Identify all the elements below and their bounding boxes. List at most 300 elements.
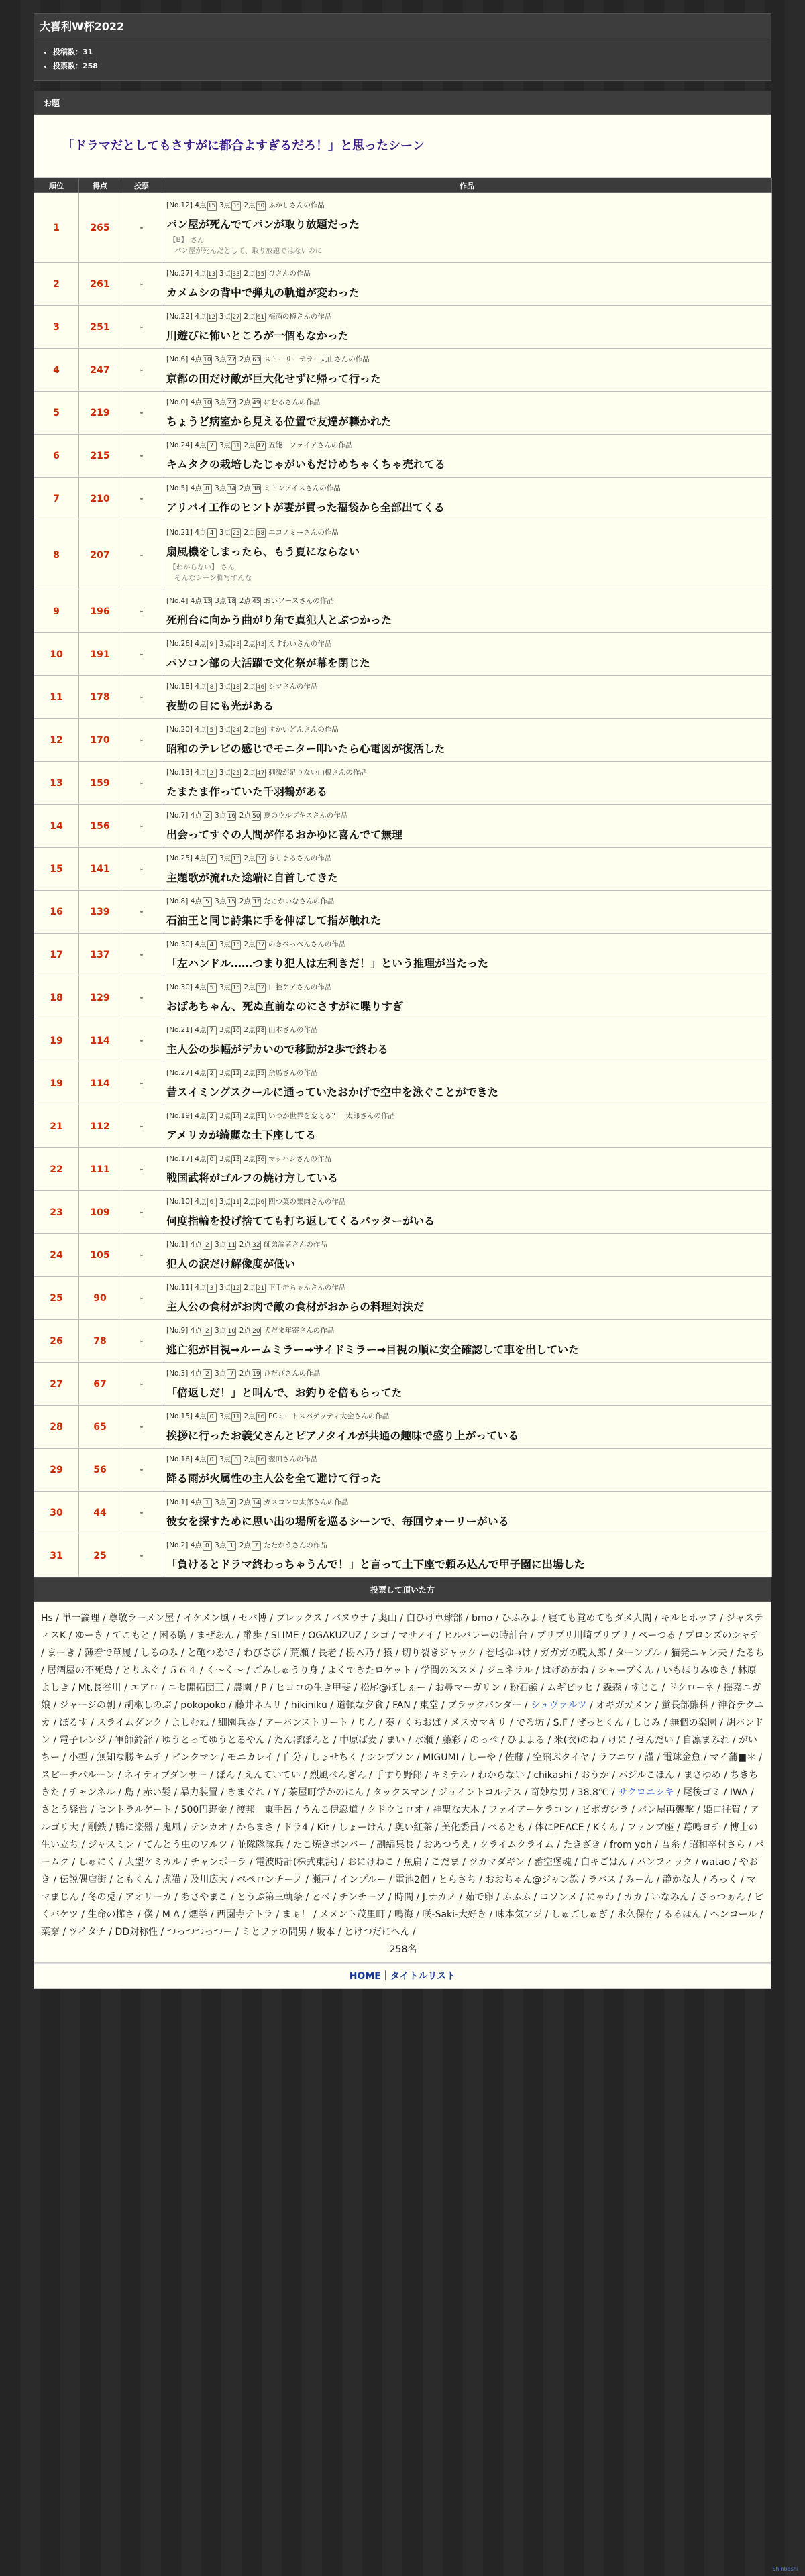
work-title: 何度指輪を投げ捨てても打ち返してくるバッターがいる — [166, 1215, 435, 1227]
results-table — [34, 178, 772, 1577]
three-point-count: 31 — [232, 443, 240, 449]
two-point-count: 32 — [252, 1242, 260, 1249]
four-point-count: 2 — [203, 1241, 212, 1250]
three-point-count: 33 — [232, 271, 240, 278]
vote-cell[interactable]: - — [121, 719, 162, 762]
points-cell: 210 — [79, 478, 121, 520]
points-cell: 105 — [79, 1234, 121, 1277]
work-meta: [No.24] 4点 7 3点 31 2点 47 五能 ファイアさんの作品 — [166, 441, 353, 449]
work-meta: [No.17] 4点 0 3点 13 2点 36 マッハシさんの作品 — [166, 1155, 332, 1163]
rank-cell: 19 — [34, 1019, 79, 1062]
points-cell: 112 — [79, 1105, 121, 1148]
work-meta: [No.7] 4点 2 3点 16 2点 50 夏のウルブキスさんの作品 — [166, 811, 348, 820]
four-point-count: 0 — [207, 1155, 217, 1164]
three-point-count: 13 — [232, 856, 240, 862]
vote-cell[interactable]: - — [121, 590, 162, 633]
author: ひだびさんの作品 — [264, 1369, 321, 1378]
work-meta: [No.22] 4点 12 3点 27 2点 61 梅酒の樽さんの作品 — [166, 313, 332, 321]
vote-cell[interactable]: - — [121, 193, 162, 263]
work-meta: [No.21] 4点 7 3点 10 2点 28 山本さんの作品 — [166, 1026, 318, 1034]
footer-separator: ｜ — [380, 1971, 390, 1982]
work-meta: [No.5] 4点 8 3点 34 2点 38 ミトンアイスさんの作品 — [166, 484, 341, 492]
rank-cell: 13 — [34, 762, 79, 805]
work-title: 犯人の涙だけ解像度が低い — [166, 1257, 296, 1270]
three-point-count: 12 — [232, 1070, 240, 1077]
vote-cell[interactable]: - — [121, 1234, 162, 1277]
work-title: 京都の田だけ敵が巨大化せずに帰って行った — [166, 372, 382, 385]
work-title: 「負けるとドラマ終わっちゃうんで！」と言って土下座で頼み込んで甲子園に出場した — [166, 1558, 585, 1571]
three-point-count: 25 — [232, 770, 240, 777]
four-point-count: 5 — [203, 897, 212, 907]
work-cell — [162, 848, 772, 891]
author: 梅酒の樽さんの作品 — [268, 313, 332, 321]
entry-number: [No.11] — [166, 1284, 193, 1292]
author: おいソースさんの作品 — [264, 597, 334, 605]
four-point-count: 8 — [207, 683, 217, 692]
work-title: 主題歌が流れた途端に自首してきた — [166, 871, 339, 884]
four-point-count: 2 — [203, 811, 212, 821]
two-point-count: 14 — [252, 1500, 260, 1506]
rank-cell: 30 — [34, 1492, 79, 1534]
vote-cell[interactable]: - — [121, 976, 162, 1019]
rank-cell: 28 — [34, 1406, 79, 1449]
two-point-count: 46 — [256, 684, 265, 691]
work-title: キムタクの栽培したじゃがいもだけめちゃくちゃ売れてる — [166, 458, 445, 471]
four-point-count: 5 — [207, 726, 217, 735]
entries-count: • 投稿数：31 — [53, 45, 771, 59]
table-row — [34, 891, 772, 934]
work-title: 降る雨が火属性の主人公を全て避けて行った — [166, 1472, 382, 1485]
rank-cell: 31 — [34, 1534, 79, 1577]
points-cell: 261 — [79, 263, 121, 306]
four-point-count: 10 — [203, 400, 211, 406]
author: ストーリーテラー丸山さんの作品 — [264, 355, 370, 363]
vote-cell[interactable]: - — [121, 1449, 162, 1492]
vote-cell[interactable]: - — [121, 435, 162, 478]
table-row — [34, 263, 772, 306]
two-point-count: 50 — [256, 202, 265, 209]
vote-cell[interactable]: - — [121, 520, 162, 590]
author: 余馬さんの作品 — [268, 1069, 318, 1077]
entry-number: [No.19] — [166, 1112, 193, 1120]
entry-number: [No.0] — [166, 398, 189, 406]
points-cell: 265 — [79, 193, 121, 263]
four-point-count: 2 — [207, 1112, 217, 1121]
work-meta: [No.19] 4点 2 3点 14 2点 31 いつか世界を変える？一太郎さんの作品 — [166, 1112, 395, 1120]
rank-cell: 12 — [34, 719, 79, 762]
work-meta: [No.21] 4点 4 3点 25 2点 58 エコノミーさんの作品 — [166, 528, 339, 537]
entry-number: [No.22] — [166, 313, 193, 321]
rank-cell: 22 — [34, 1148, 79, 1191]
vote-cell[interactable]: - — [121, 848, 162, 891]
vote-cell[interactable]: - — [121, 1019, 162, 1062]
vote-cell[interactable]: - — [121, 1062, 162, 1105]
work-cell — [162, 193, 772, 263]
voters-header: 投票して頂いた方 — [34, 1577, 771, 1602]
four-point-count: 13 — [207, 271, 216, 278]
work-title: 「倍返しだ！」と叫んで、お釣りを倍もらってた — [166, 1386, 402, 1399]
author: エコノミーさんの作品 — [268, 528, 339, 537]
entry-number: [No.20] — [166, 726, 193, 734]
entry-number: [No.2] — [166, 1541, 189, 1549]
rank-cell: 10 — [34, 633, 79, 676]
rank-cell: 17 — [34, 934, 79, 976]
four-point-count: 13 — [203, 598, 211, 605]
four-point-count: 4 — [207, 528, 217, 538]
work-cell — [162, 1534, 772, 1577]
two-point-count: 16 — [256, 1414, 265, 1420]
four-point-count: 7 — [207, 854, 217, 864]
voter-link-1[interactable]: シュヴァルツ — [531, 1700, 587, 1711]
work-title: 昭和のテレビの感じでモニター叩いたら心電図が復活した — [166, 742, 445, 755]
two-point-count: 45 — [252, 598, 260, 605]
votes-count: • 投票数：258 — [53, 59, 771, 73]
table-row — [34, 590, 772, 633]
entry-number: [No.27] — [166, 270, 193, 278]
rank-cell: 5 — [34, 392, 79, 435]
vote-cell[interactable]: - — [121, 306, 162, 349]
author: ミトンアイスさんの作品 — [264, 484, 341, 492]
four-point-count: 0 — [207, 1455, 217, 1465]
work-meta: [No.8] 4点 5 3点 15 2点 37 たこかいなさんの作品 — [166, 897, 335, 905]
four-point-count: 7 — [207, 441, 217, 451]
work-cell — [162, 520, 772, 590]
two-point-count: 37 — [252, 899, 260, 905]
entry-number: [No.24] — [166, 441, 193, 449]
table-row — [34, 1277, 772, 1320]
points-cell: 129 — [79, 976, 121, 1019]
author: マッハシさんの作品 — [268, 1155, 332, 1163]
author: にむるさんの作品 — [264, 398, 321, 406]
work-cell — [162, 590, 772, 633]
vote-cell[interactable]: - — [121, 392, 162, 435]
author: きりまるさんの作品 — [268, 854, 332, 862]
vote-cell[interactable]: - — [121, 1534, 162, 1577]
work-cell — [162, 1105, 772, 1148]
three-point-count: 16 — [227, 813, 236, 820]
four-point-count: 12 — [207, 314, 216, 321]
work-cell — [162, 1449, 772, 1492]
two-point-count: 32 — [256, 985, 265, 991]
author: 夏のウルブキスさんの作品 — [264, 811, 348, 820]
points-cell: 90 — [79, 1277, 121, 1320]
author: えすわいさんの作品 — [268, 640, 332, 648]
four-point-count: 5 — [207, 983, 217, 993]
three-point-count: 10 — [227, 1328, 236, 1335]
three-point-count: 15 — [227, 899, 236, 905]
author: たたかうさんの作品 — [264, 1541, 327, 1549]
entry-number: [No.17] — [166, 1155, 193, 1163]
three-point-count: 27 — [227, 357, 236, 363]
vote-cell[interactable]: - — [121, 1320, 162, 1363]
rank-cell: 2 — [34, 263, 79, 306]
two-point-count: 63 — [252, 357, 260, 363]
author: いつか世界を変える？一太郎さんの作品 — [268, 1112, 395, 1120]
points-cell: 139 — [79, 891, 121, 934]
work-cell — [162, 435, 772, 478]
vote-cell[interactable]: - — [121, 263, 162, 306]
entry-number: [No.7] — [166, 811, 189, 820]
vote-cell[interactable]: - — [121, 478, 162, 520]
table-row — [34, 1492, 772, 1534]
table-row — [34, 762, 772, 805]
table-row — [34, 520, 772, 590]
work-cell — [162, 1277, 772, 1320]
vote-cell[interactable]: - — [121, 1105, 162, 1148]
table-row — [34, 1363, 772, 1406]
work-meta: [No.3] 4点 2 3点 7 2点 19 ひだびさんの作品 — [166, 1369, 321, 1378]
rank-cell: 1 — [34, 193, 79, 263]
rank-cell: 26 — [34, 1320, 79, 1363]
vote-cell[interactable]: - — [121, 1148, 162, 1191]
entry-number: [No.4] — [166, 597, 189, 605]
col-points: 得点 — [79, 178, 121, 193]
vote-cell[interactable]: - — [121, 1492, 162, 1534]
vote-cell[interactable]: - — [121, 762, 162, 805]
two-point-count: 39 — [256, 727, 265, 734]
work-cell — [162, 1191, 772, 1234]
author: すかいどんさんの作品 — [268, 726, 339, 734]
entry-number: [No.21] — [166, 1026, 193, 1034]
work-title: 死刑台に向かう曲がり角で真犯人とぶつかった — [166, 614, 392, 626]
points-cell: 78 — [79, 1320, 121, 1363]
work-title: 「左ハンドル……つまり犯人は左利きだ！」という推理が当たった — [166, 957, 489, 970]
col-work: 作品 — [162, 178, 772, 193]
three-point-count: 11 — [232, 1414, 240, 1420]
points-cell: 67 — [79, 1363, 121, 1406]
table-row — [34, 1019, 772, 1062]
author: 下手缶ちゃんさんの作品 — [268, 1284, 346, 1292]
work-cell — [162, 934, 772, 976]
rank-cell: 19 — [34, 1062, 79, 1105]
points-cell: 215 — [79, 435, 121, 478]
author: シツさんの作品 — [268, 683, 318, 691]
two-point-count: 49 — [252, 400, 260, 406]
points-cell: 109 — [79, 1191, 121, 1234]
work-meta: [No.27] 4点 2 3点 12 2点 35 余馬さんの作品 — [166, 1069, 318, 1077]
work-title: 戦国武将がゴルフの焼け方している — [166, 1172, 339, 1184]
table-row — [34, 1105, 772, 1148]
entry-number: [No.15] — [166, 1412, 193, 1420]
comment-text: パン屋が死んだとして、取り放題ではないのに — [174, 246, 323, 255]
three-point-count: 12 — [232, 1285, 240, 1292]
two-point-count: 7 — [252, 1541, 261, 1551]
rank-cell: 4 — [34, 349, 79, 392]
background-logo: Shinbashi — [772, 2566, 798, 2572]
table-row — [34, 193, 772, 263]
work-cell — [162, 1320, 772, 1363]
work-meta: [No.26] 4点 9 3点 23 2点 43 えすわいさんの作品 — [166, 640, 332, 648]
rank-cell: 21 — [34, 1105, 79, 1148]
two-point-count: 47 — [256, 770, 265, 777]
comment-text: そんなシーン脚写すんな — [174, 573, 252, 582]
table-row — [34, 805, 772, 848]
work-cell — [162, 1234, 772, 1277]
work-cell — [162, 891, 772, 934]
two-point-count: 26 — [256, 1199, 265, 1206]
points-cell: 159 — [79, 762, 121, 805]
table-row — [34, 676, 772, 719]
three-point-count: 7 — [227, 1369, 236, 1379]
entry-number: [No.30] — [166, 940, 193, 948]
vote-cell[interactable]: - — [121, 891, 162, 934]
author: 翌田さんの作品 — [268, 1455, 318, 1463]
table-row — [34, 1234, 772, 1277]
work-cell — [162, 976, 772, 1019]
points-cell: 25 — [79, 1534, 121, 1577]
work-cell — [162, 1019, 772, 1062]
entry-number: [No.13] — [166, 769, 193, 777]
two-point-count: 21 — [256, 1285, 265, 1292]
author: 四つ葉の果肉さんの作品 — [268, 1198, 346, 1206]
work-meta: [No.11] 4点 3 3点 12 2点 21 下手缶ちゃんさんの作品 — [166, 1284, 346, 1292]
author: ふかしさんの作品 — [268, 201, 325, 209]
rank-cell: 8 — [34, 520, 79, 590]
work-meta: [No.27] 4点 13 3点 33 2点 55 ひさんの作品 — [166, 270, 311, 278]
odai-theme: 「ドラマだとしてもさすがに都合よすぎるだろ！」と思ったシーン — [34, 115, 771, 178]
rank-cell: 23 — [34, 1191, 79, 1234]
rank-cell: 6 — [34, 435, 79, 478]
three-point-count: 11 — [232, 1199, 240, 1206]
two-point-count: 16 — [256, 1457, 265, 1463]
two-point-count: 58 — [256, 529, 265, 537]
work-title: パン屋が死んでてパンが取り放題だった — [166, 217, 360, 231]
three-point-count: 15 — [232, 942, 240, 948]
work-cell — [162, 349, 772, 392]
home-link[interactable]: HOME — [349, 1971, 381, 1982]
work-cell — [162, 1406, 772, 1449]
vote-cell[interactable]: - — [121, 1277, 162, 1320]
vote-cell[interactable]: - — [121, 1363, 162, 1406]
work-cell — [162, 306, 772, 349]
rank-cell: 16 — [34, 891, 79, 934]
two-point-count: 35 — [256, 1070, 265, 1077]
work-title: 主人公の歩幅がデカいので移動が2歩で終わる — [166, 1043, 388, 1056]
vote-cell[interactable]: - — [121, 1406, 162, 1449]
three-point-count: 23 — [232, 641, 240, 648]
three-point-count: 14 — [232, 1113, 240, 1120]
points-cell: 65 — [79, 1406, 121, 1449]
four-point-count: 6 — [207, 1198, 217, 1207]
work-cell — [162, 1062, 772, 1105]
page-container — [34, 13, 771, 1989]
points-cell: 137 — [79, 934, 121, 976]
work-cell — [162, 1148, 772, 1191]
four-point-count: 9 — [207, 640, 217, 649]
table-row — [34, 306, 772, 349]
points-cell: 207 — [79, 520, 121, 590]
comment — [166, 562, 767, 583]
points-cell: 247 — [79, 349, 121, 392]
work-title: ちょうど病室から見える位置で友達が轢かれた — [166, 415, 392, 428]
table-row — [34, 1148, 772, 1191]
three-point-count: 11 — [227, 1242, 236, 1249]
four-point-count: 10 — [203, 357, 211, 363]
work-cell — [162, 1492, 772, 1534]
rank-cell: 15 — [34, 848, 79, 891]
author: ガスコンロ太郎さんの作品 — [264, 1498, 349, 1506]
work-title: 昔スイミングスクールに通っていたおかげで空中を泳ぐことができた — [166, 1086, 498, 1099]
two-point-count: 50 — [252, 813, 260, 820]
table-body — [34, 193, 772, 1577]
two-point-count: 37 — [256, 942, 265, 948]
voters-count: 258名 — [389, 1944, 417, 1955]
table-row — [34, 349, 772, 392]
points-cell: 141 — [79, 848, 121, 891]
three-point-count: 18 — [227, 598, 236, 605]
work-meta: [No.1] 4点 2 3点 11 2点 32 師弟論者さんの作品 — [166, 1241, 327, 1249]
entry-number: [No.3] — [166, 1369, 189, 1378]
odai-header: お題 — [34, 91, 771, 115]
work-meta: [No.9] 4点 2 3点 10 2点 20 犬だま年寄さんの作品 — [166, 1327, 335, 1335]
points-cell: 114 — [79, 1019, 121, 1062]
three-point-count: 4 — [227, 1498, 236, 1508]
two-point-count: 47 — [256, 443, 265, 449]
four-point-count: 0 — [203, 1541, 212, 1551]
vote-cell[interactable]: - — [121, 676, 162, 719]
four-point-count: 15 — [207, 202, 216, 209]
points-cell: 170 — [79, 719, 121, 762]
points-cell: 219 — [79, 392, 121, 435]
work-meta: [No.30] 4点 4 3点 15 2点 37 のきべっぺんさんの作品 — [166, 940, 346, 948]
three-point-count: 1 — [227, 1541, 236, 1551]
four-point-count: 4 — [207, 940, 217, 950]
vote-cell[interactable]: - — [121, 349, 162, 392]
two-point-count: 20 — [252, 1328, 260, 1335]
work-title: カメムシの背中で弾丸の軌道が変わった — [166, 286, 360, 299]
two-point-count: 61 — [256, 314, 265, 321]
comment-author: 【B】 さん — [169, 235, 205, 244]
author: 五能 ファイアさんの作品 — [268, 441, 353, 449]
author: 犬だま年寄さんの作品 — [264, 1327, 335, 1335]
table-row — [34, 435, 772, 478]
voters-text-3: / 尾後ゴミ / IWA / さとう経営 / セントラルゲート / 500円野金 / 渡邦 東手呂 / うんこ伊忍道 / クドウヒロオ / 神聖な大木 / ファイアーケラコン / ピポガシラ / パン屋再襲撃 / 姫口往賀 / アルゴリ大 / 剛鉄 / 鴨に楽器 / 鬼風 / テンカオ / からまさ / ドラ4 / Kit / しょーけん / 奥い紅茶 / 美化委員 / べるとも / 体にPEACE / Kくん / ファンブ座 / 苺鳴ヨチ / 博士の生い立ち / ジャスミン / てんとう虫のワルツ / 並隊隊隊兵 / たこ焼きボンバー / 副編集長 / おあつうえ / クライムクライム / たきざき / from yoh / 吾糸 / 昭和卒村さら / パームク / しゅにく / 大型ケミカル / チャンポーラ / 電波時計(株式東浜) / おにけねこ / 魚扁 / こだま / ツカマダギン / 蓄空堡魂 / 白キごはん / パンフィック / watao / やおき / 伝説偶店街 / ともくん / 虎猫 / 及川広大 / ペペロンチーノ / 瀬戸 / インプルー / 電池2個 / とらさち / おおちゃん@ジャン鉄 / ラバス / みーん / 静かな人 / ろっく / ママまじん / 冬の兎 / アオリーカ / あさやまこ / とうぶ第三軌条 / とべ / チンチーソ / 時間 / J.ナカノ / 茹で卵 / ふふふ / コソンメ / にゃわ / カカ / いなみん / さっつぁん / ピくバケツ / 生命の樺さ / 僕 / M A / 煙挙 / 西園寺テトラ / まぁ！ / メメント茂里町 / 鳴海 / 咲-Saki-大好き / 味本気アジ / しゅごしゅぎ / 永久保存 / るるほん / ヘンコール / 菜奈 / ツイタチ / DD対称性 / つっつつっつー / ミとファの間男 / 坂本 / とけつだにへん / — [41, 1787, 764, 1938]
vote-cell[interactable]: - — [121, 934, 162, 976]
work-cell — [162, 263, 772, 306]
entry-number: [No.26] — [166, 640, 193, 648]
vote-cell[interactable]: - — [121, 633, 162, 676]
author: 師弟論者さんの作品 — [264, 1241, 327, 1249]
three-point-count: 18 — [232, 684, 240, 691]
work-title: たまたま作っていた千羽鶴がある — [166, 785, 328, 798]
work-title: 出会ってすぐの人間が作るおかゆに喜んでて無理 — [166, 828, 403, 841]
entry-number: [No.21] — [166, 528, 193, 537]
four-point-count: 2 — [203, 1327, 212, 1336]
three-point-count: 35 — [232, 202, 240, 209]
entry-number: [No.9] — [166, 1327, 189, 1335]
col-vote: 投票 — [121, 178, 162, 193]
rank-cell: 25 — [34, 1277, 79, 1320]
work-cell — [162, 1363, 772, 1406]
rank-cell: 7 — [34, 478, 79, 520]
vote-cell[interactable]: - — [121, 805, 162, 848]
work-meta: [No.2] 4点 0 3点 1 2点 7 たたかうさんの作品 — [166, 1541, 327, 1549]
vote-cell[interactable]: - — [121, 1191, 162, 1234]
entry-number: [No.1] — [166, 1498, 189, 1506]
voter-link-2[interactable]: サクロニシキ — [618, 1787, 674, 1798]
work-meta: [No.25] 4点 7 3点 13 2点 37 きりまるさんの作品 — [166, 854, 332, 862]
points-cell: 156 — [79, 805, 121, 848]
entry-number: [No.6] — [166, 355, 189, 363]
author: たこかいなさんの作品 — [264, 897, 335, 905]
rank-cell: 14 — [34, 805, 79, 848]
rank-cell: 9 — [34, 590, 79, 633]
four-point-count: 8 — [203, 484, 212, 494]
work-title: 夜勤の目にも光がある — [166, 699, 274, 712]
points-cell: 114 — [79, 1062, 121, 1105]
points-cell: 111 — [79, 1148, 121, 1191]
title-list-link[interactable]: タイトルリスト — [390, 1971, 456, 1982]
